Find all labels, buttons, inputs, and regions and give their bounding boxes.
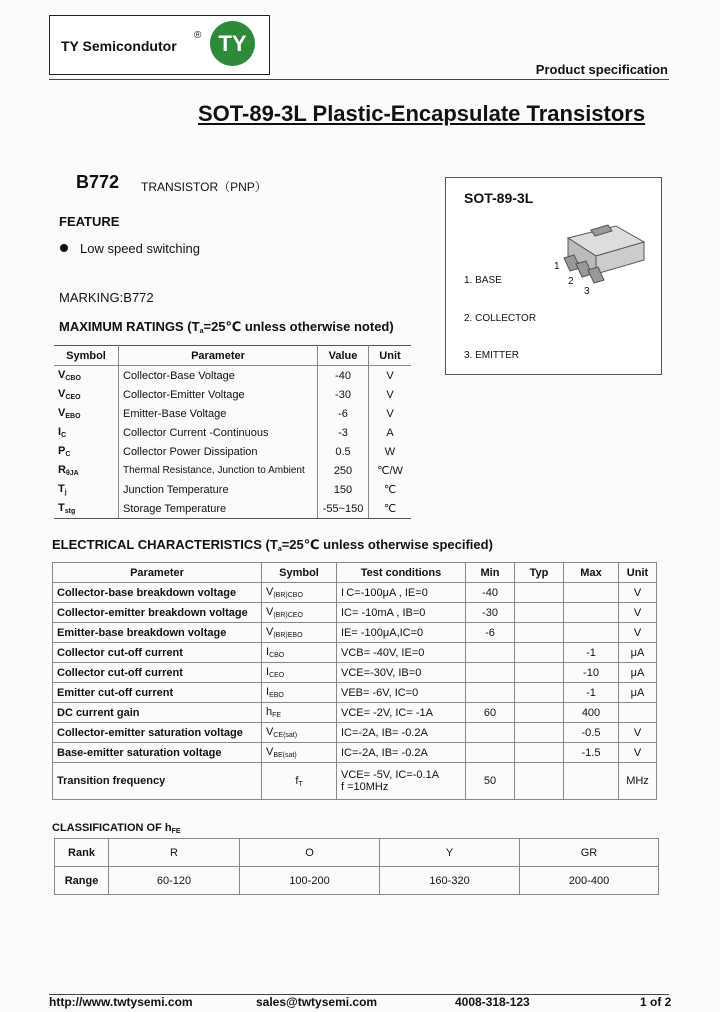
page-title: SOT-89-3L Plastic-Encapsulate Transistors — [198, 101, 646, 126]
parameter-cell: Thermal Resistance, Junction to Ambient — [119, 461, 318, 480]
typ-cell — [515, 723, 564, 743]
col-unit: Unit — [369, 346, 412, 366]
param-cell: Emitter cut-off current — [53, 683, 262, 703]
unit-cell: MHz — [619, 763, 657, 800]
range-o: 100-200 — [240, 867, 380, 895]
parameter-cell: Collector-Emitter Voltage — [119, 385, 318, 404]
param-cell: Collector-emitter breakdown voltage — [53, 603, 262, 623]
col-sym: Symbol — [262, 563, 337, 583]
range-gr: 200-400 — [520, 867, 659, 895]
max-cell: -10 — [564, 663, 619, 683]
value-cell: -55~150 — [318, 499, 369, 519]
min-cell: 60 — [466, 703, 515, 723]
unit-cell: μA — [619, 683, 657, 703]
col-param: Parameter — [53, 563, 262, 583]
value-cell: -30 — [318, 385, 369, 404]
min-cell: -30 — [466, 603, 515, 623]
symbol-subscript: (BR)EBO — [273, 632, 303, 639]
symbol-subscript: stg — [64, 508, 76, 515]
feature-heading: FEATURE — [59, 214, 120, 229]
classification-table — [54, 838, 659, 895]
symbol-letter: T — [58, 483, 65, 495]
condition-cell: IC= -10mA , IB=0 — [337, 603, 466, 623]
symbol-subscript: C — [65, 451, 71, 458]
symbol-cell — [54, 423, 119, 442]
rank-o: O — [240, 839, 380, 867]
parameter-cell: Collector-Base Voltage — [119, 366, 318, 386]
package-box — [445, 177, 662, 375]
col-unit: Unit — [619, 563, 657, 583]
min-cell — [466, 723, 515, 743]
parameter-cell: Collector Current -Continuous — [119, 423, 318, 442]
ty-logo-icon: TY — [210, 21, 255, 66]
condition-cell: VEB= -6V, IC=0 — [337, 683, 466, 703]
company-name: TY Semicondutor — [61, 38, 177, 54]
condition-cell: VCE= -2V, IC= -1A — [337, 703, 466, 723]
table-row — [53, 623, 657, 643]
unit-cell: ℃ — [369, 499, 412, 519]
sot89-package-icon — [546, 218, 651, 298]
footer-page: 1 of 2 — [640, 995, 672, 1009]
typ-cell — [515, 743, 564, 763]
symbol-subscript: (BR)CBO — [273, 592, 303, 599]
value-cell: 0.5 — [318, 442, 369, 461]
header-divider — [49, 79, 669, 80]
max-cell — [564, 583, 619, 603]
col-max: Max — [564, 563, 619, 583]
bullet-icon — [60, 244, 68, 252]
symbol-letter: I — [266, 646, 270, 658]
max-cell — [564, 603, 619, 623]
condition-cell: VCE=-30V, IB=0 — [337, 663, 466, 683]
table-row — [54, 423, 411, 442]
unit-cell: ℃ — [369, 480, 412, 499]
param-cell: Emitter-base breakdown voltage — [53, 623, 262, 643]
symbol-subscript: FE — [272, 712, 282, 719]
symbol-cell — [54, 442, 119, 461]
typ-cell — [515, 683, 564, 703]
pin-base: 1. BASE — [464, 275, 502, 286]
unit-cell: V — [369, 385, 412, 404]
min-cell: -6 — [466, 623, 515, 643]
symbol-letter: V — [266, 746, 274, 758]
footer-email[interactable]: sales@twtysemi.com — [256, 995, 378, 1009]
min-cell — [466, 683, 515, 703]
value-cell: 150 — [318, 480, 369, 499]
pin-number-3: 3 — [584, 286, 590, 297]
part-description: TRANSISTOR（PNP） — [141, 180, 267, 194]
condition-cell: VCB= -40V, IE=0 — [337, 643, 466, 663]
pin-number-2: 2 — [568, 276, 574, 287]
unit-cell: V — [619, 743, 657, 763]
symbol-subscript: BE(sat) — [273, 752, 297, 759]
symbol-cell — [54, 480, 119, 499]
rank-r: R — [109, 839, 240, 867]
col-min: Min — [466, 563, 515, 583]
value-cell: 250 — [318, 461, 369, 480]
symbol-letter: V — [58, 407, 66, 419]
footer-url[interactable]: http://www.twtysemi.com — [49, 995, 193, 1009]
param-cell: DC current gain — [53, 703, 262, 723]
table-row — [54, 385, 411, 404]
unit-cell: μA — [619, 663, 657, 683]
rank-gr: GR — [520, 839, 659, 867]
symbol-subscript: CBO — [65, 375, 81, 382]
col-typ: Typ — [515, 563, 564, 583]
value-cell: -40 — [318, 366, 369, 386]
table-row — [53, 683, 657, 703]
parameter-cell: Collector Power Dissipation — [119, 442, 318, 461]
param-cell: Collector cut-off current — [53, 663, 262, 683]
registered-mark: ® — [194, 30, 202, 41]
symbol-letter: V — [266, 606, 274, 618]
unit-cell: μA — [619, 643, 657, 663]
symbol-cell — [54, 385, 119, 404]
condition-cell: IC=-2A, IB= -0.2A — [337, 743, 466, 763]
condition-line: f =10MHz — [341, 781, 389, 793]
pin-collector: 2. COLLECTOR — [464, 313, 537, 324]
symbol-subscript: θJA — [65, 470, 79, 477]
max-cell: -1.5 — [564, 743, 619, 763]
typ-cell — [515, 703, 564, 723]
symbol-cell — [262, 643, 337, 663]
condition-cell: IE= -100μA,IC=0 — [337, 623, 466, 643]
min-cell: 50 — [466, 763, 515, 800]
table-row — [54, 404, 411, 423]
symbol-cell — [262, 603, 337, 623]
symbol-cell — [262, 723, 337, 743]
unit-cell: V — [369, 366, 412, 386]
unit-cell: W — [369, 442, 412, 461]
param-cell: Transition frequency — [53, 763, 262, 800]
parameter-cell: Junction Temperature — [119, 480, 318, 499]
value-cell: -3 — [318, 423, 369, 442]
min-cell — [466, 643, 515, 663]
max-cell: -1 — [564, 683, 619, 703]
symbol-subscript: CBO — [269, 652, 285, 659]
unit-cell: ℃/W — [369, 461, 412, 480]
symbol-letter: V — [58, 369, 66, 381]
unit-cell: V — [619, 723, 657, 743]
param-cell: Collector-base breakdown voltage — [53, 583, 262, 603]
table-row — [53, 643, 657, 663]
rank-label: Rank — [55, 839, 109, 867]
symbol-cell — [54, 404, 119, 423]
table-row — [53, 703, 657, 723]
symbol-subscript: C — [61, 432, 67, 439]
table-row — [53, 663, 657, 683]
unit-cell: V — [619, 603, 657, 623]
table-row — [53, 743, 657, 763]
table-row — [53, 583, 657, 603]
table-row — [54, 499, 411, 519]
condition-cell: I C=-100μA , IE=0 — [337, 583, 466, 603]
symbol-subscript: CEO — [65, 394, 81, 401]
symbol-letter: R — [58, 464, 66, 476]
symbol-letter: V — [58, 388, 66, 400]
col-symbol: Symbol — [54, 346, 119, 366]
symbol-cell — [262, 743, 337, 763]
value-cell: -6 — [318, 404, 369, 423]
min-cell — [466, 743, 515, 763]
table-row — [54, 442, 411, 461]
unit-cell: V — [619, 623, 657, 643]
symbol-cell — [262, 623, 337, 643]
symbol-cell — [262, 583, 337, 603]
max-cell: -1 — [564, 643, 619, 663]
symbol-letter: T — [58, 502, 65, 514]
col-parameter: Parameter — [119, 346, 318, 366]
typ-cell — [515, 643, 564, 663]
max-cell: 400 — [564, 703, 619, 723]
symbol-cell — [262, 703, 337, 723]
param-cell: Collector-emitter saturation voltage — [53, 723, 262, 743]
symbol-cell — [54, 366, 119, 386]
symbol-cell — [262, 663, 337, 683]
symbol-cell — [262, 763, 337, 800]
package-title: SOT-89-3L — [464, 190, 534, 206]
typ-cell — [515, 583, 564, 603]
symbol-letter: f — [295, 774, 299, 787]
symbol-letter: h — [266, 706, 273, 718]
min-cell — [466, 663, 515, 683]
range-y: 160-320 — [380, 867, 520, 895]
typ-cell — [515, 663, 564, 683]
condition-cell — [337, 763, 466, 800]
parameter-cell: Storage Temperature — [119, 499, 318, 519]
symbol-letter: I — [58, 426, 62, 438]
unit-cell: A — [369, 423, 412, 442]
max-ratings-table — [54, 345, 411, 519]
symbol-subscript: EBO — [65, 413, 81, 420]
electrical-heading: ELECTRICAL CHARACTERISTICS ($T_a=25℃$ unless otherwise specified) — [52, 537, 493, 553]
marking-label: MARKING:B772 — [59, 290, 154, 305]
condition-cell: IC=-2A, IB= -0.2A — [337, 723, 466, 743]
symbol-letter: V — [266, 586, 274, 598]
table-row — [54, 366, 411, 386]
param-cell: Collector cut-off current — [53, 643, 262, 663]
max-cell — [564, 623, 619, 643]
unit-cell: V — [369, 404, 412, 423]
table-row — [53, 763, 657, 800]
max-ratings-heading: MAXIMUM RATINGS ($T_a=25℃$ unless otherwise noted) — [59, 319, 394, 335]
symbol-subscript: CEO — [269, 672, 285, 679]
part-number: B772 — [76, 172, 120, 192]
min-cell: -40 — [466, 583, 515, 603]
symbol-letter: I — [266, 686, 270, 698]
classification-heading: CLASSIFICATION OF $h_{FE}$ — [52, 822, 181, 835]
product-spec-label: Product specification — [535, 62, 668, 77]
symbol-letter: I — [266, 666, 270, 678]
symbol-cell — [54, 461, 119, 480]
table-row — [53, 603, 657, 623]
unit-cell: V — [619, 583, 657, 603]
symbol-subscript: T — [298, 780, 303, 788]
param-cell: Base-emitter saturation voltage — [53, 743, 262, 763]
typ-cell — [515, 603, 564, 623]
footer-phone: 4008-318-123 — [455, 995, 530, 1009]
max-cell — [564, 763, 619, 800]
col-value: Value — [318, 346, 369, 366]
symbol-subscript: (BR)CEO — [273, 612, 303, 619]
symbol-cell — [54, 499, 119, 519]
table-row — [54, 461, 411, 480]
pin-emitter: 3. EMITTER — [464, 350, 520, 361]
symbol-letter: V — [266, 726, 274, 738]
col-cond: Test conditions — [337, 563, 466, 583]
max-cell: -0.5 — [564, 723, 619, 743]
symbol-subscript: CE(sat) — [273, 732, 298, 739]
table-row — [53, 723, 657, 743]
rank-y: Y — [380, 839, 520, 867]
unit-cell — [619, 703, 657, 723]
typ-cell — [515, 623, 564, 643]
condition-line: VCE= -5V, IC=-0.1A — [341, 769, 440, 781]
feature-item: Low speed switching — [80, 241, 200, 256]
electrical-table — [52, 562, 657, 800]
pin-number-1: 1 — [554, 261, 560, 272]
range-label: Range — [55, 867, 109, 895]
symbol-cell — [262, 683, 337, 703]
parameter-cell: Emitter-Base Voltage — [119, 404, 318, 423]
symbol-letter: V — [266, 626, 274, 638]
symbol-letter: P — [58, 445, 66, 457]
symbol-subscript: EBO — [269, 692, 284, 699]
range-r: 60-120 — [109, 867, 240, 895]
symbol-subscript: j — [64, 489, 67, 496]
typ-cell — [515, 763, 564, 800]
table-row — [54, 480, 411, 499]
